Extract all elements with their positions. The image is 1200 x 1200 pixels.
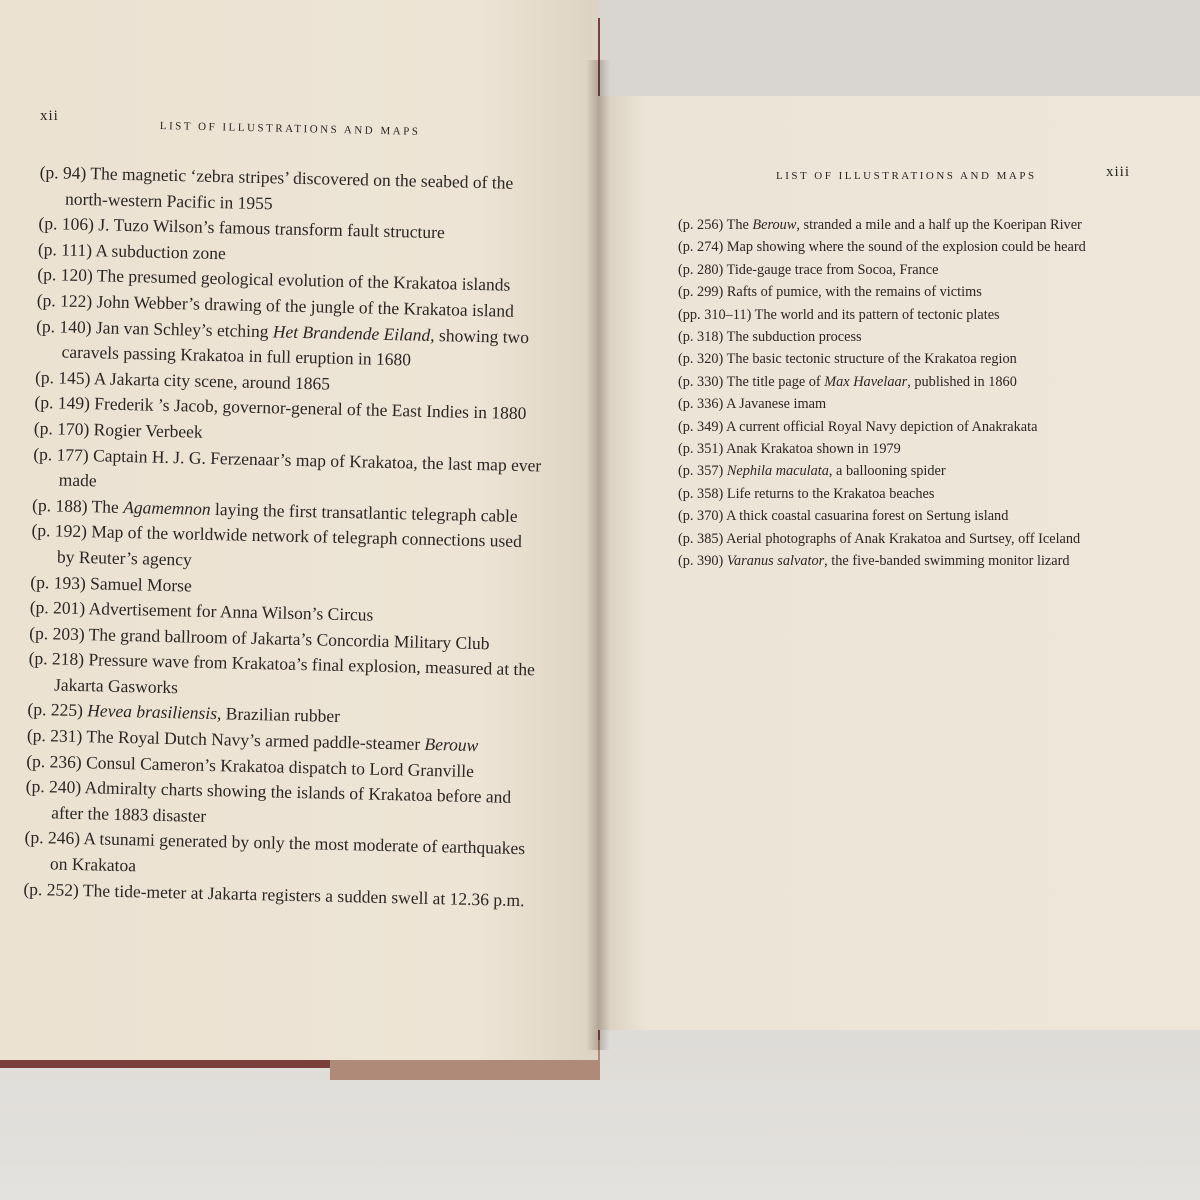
- entry-italic-title: Varanus salvator: [726, 553, 825, 570]
- entry-caption: A thick coastal casuarina forest on Sertung island: [726, 508, 1009, 525]
- illustration-entry: [678, 304, 1138, 326]
- entry-caption: J. Tuzo Wilson’s famous transform fault structure: [98, 214, 445, 243]
- entry-caption-tail: , published in 1860: [907, 373, 1017, 390]
- illustration-entry: [678, 416, 1138, 438]
- entry-page-ref: (p. 94): [39, 161, 87, 184]
- illustration-entry: [678, 438, 1138, 460]
- illustration-entry: [678, 460, 1138, 482]
- entry-caption: The tide-meter at Jakarta registers a sudden swell at 12.36 p.m.: [82, 879, 525, 910]
- right-running-head: LIST OF ILLUSTRATIONS AND MAPS: [776, 170, 1037, 182]
- entry-italic-title: Het Brandende Eiland: [272, 320, 431, 345]
- entry-page-ref: (p. 336): [678, 396, 724, 413]
- entry-caption: Life returns to the Krakatoa beaches: [726, 485, 935, 502]
- left-illustration-list: [23, 160, 550, 914]
- entry-caption: A current official Royal Navy depiction of Anakrakata: [726, 418, 1038, 435]
- entry-caption: Captain H. J. G. Ferzenaar’s map of Krakatoa, the last map ever made: [58, 444, 542, 491]
- entry-caption: The basic tectonic structure of the Krakatoa region: [726, 351, 1017, 368]
- illustration-entry: [678, 348, 1138, 370]
- entry-caption-tail: , showing two caravels passing Krakatoa in full eruption in 1680: [61, 324, 530, 370]
- illustration-entry: [678, 483, 1138, 505]
- entry-caption: Pressure wave from Krakatoa’s final explosion, measured at the Jakarta Gasworks: [53, 649, 536, 698]
- entry-page-ref: (p. 252): [23, 878, 80, 900]
- entry-page-ref: (p. 236): [26, 750, 82, 772]
- entry-caption: The magnetic ‘zebra stripes’ discovered on the seabed of the north-western Pacific in 1955: [64, 163, 514, 213]
- entry-page-ref: (p. 170): [33, 417, 90, 440]
- entry-page-ref: (p. 231): [26, 724, 83, 747]
- entry-caption: The grand ballroom of Jakarta’s Concordia Military Club: [88, 623, 490, 654]
- right-folio: xiii: [1106, 164, 1131, 180]
- entry-caption: Admiralty charts showing the islands of Krakatoa before and after the 1883 disaster: [50, 777, 512, 826]
- entry-caption: Rafts of pumice, with the remains of victims: [726, 284, 982, 301]
- entry-page-ref: (p. 225): [27, 699, 84, 721]
- left-folio: xii: [40, 108, 59, 124]
- entry-page-ref: (p. 188): [31, 494, 88, 516]
- entry-italic-title: Berouw: [752, 217, 797, 233]
- entry-page-ref: (p. 274): [678, 239, 724, 256]
- right-illustration-list: [678, 214, 1138, 573]
- entry-page-ref: (p. 177): [33, 443, 89, 465]
- entry-page-ref: (p. 330): [678, 373, 724, 390]
- entry-italic-title: Berouw: [424, 733, 479, 756]
- entry-page-ref: (p. 299): [678, 284, 724, 301]
- entry-page-ref: (p. 385): [678, 530, 724, 547]
- entry-page-ref: (p. 140): [36, 315, 92, 337]
- entry-page-ref: (p. 193): [30, 571, 87, 593]
- entry-caption: The title page of: [726, 373, 825, 390]
- entry-caption: The presumed geological evolution of the Krakatoa islands: [96, 265, 511, 296]
- entry-page-ref: (p. 357): [678, 463, 724, 480]
- entry-caption: Anak Krakatoa shown in 1979: [726, 441, 901, 458]
- entry-page-ref: (p. 370): [678, 508, 724, 525]
- entry-caption: Frederik ’s Jacob, governor-general of the East Indies in 1880: [94, 393, 527, 424]
- entry-caption-tail: , the five-banded swimming monitor lizard: [824, 553, 1070, 570]
- entry-page-ref: (p. 106): [38, 213, 95, 235]
- entry-caption: A subduction zone: [95, 240, 226, 264]
- entry-italic-title: Max Havelaar: [824, 373, 908, 390]
- entry-caption: A Javanese imam: [726, 396, 827, 413]
- entry-caption: Advertisement for Anna Wilson’s Circus: [88, 598, 374, 625]
- book-gutter: [586, 60, 610, 1050]
- entry-page-ref: (p. 111): [37, 238, 93, 260]
- entry-page-ref: (p. 390): [678, 553, 724, 570]
- entry-page-ref: (p. 246): [24, 827, 81, 849]
- entry-page-ref: (p. 145): [34, 366, 91, 388]
- illustration-entry: [678, 528, 1138, 550]
- entry-page-ref: (p. 280): [678, 261, 724, 278]
- illustration-entry: [678, 281, 1138, 303]
- entry-caption: The: [91, 495, 124, 517]
- entry-italic-title: Nephila maculata: [726, 463, 829, 480]
- entry-page-ref: (p. 349): [678, 418, 724, 435]
- entry-page-ref: (p. 203): [29, 622, 85, 644]
- entry-caption: Map showing where the sound of the explosion could be heard: [726, 239, 1086, 256]
- entry-caption: A tsunami generated by only the most moderate of earthquakes on Krakatoa: [49, 828, 526, 876]
- entry-page-ref: (p. 122): [36, 289, 93, 312]
- illustration-entry: [678, 371, 1138, 393]
- entry-page-ref: (p. 351): [678, 441, 724, 458]
- left-running-head: LIST OF ILLUSTRATIONS AND MAPS: [159, 120, 421, 138]
- illustration-entry: [678, 259, 1138, 281]
- entry-caption: Tide-gauge trace from Socoa, France: [726, 261, 939, 278]
- entry-caption: The: [726, 217, 753, 233]
- illustration-entry: [678, 236, 1138, 258]
- entry-page-ref: (p. 218): [28, 648, 85, 670]
- entry-page-ref: (p. 240): [25, 776, 82, 798]
- entry-caption-tail: , a ballooning spider: [828, 463, 946, 480]
- entry-caption: John Webber’s drawing of the jungle of the Krakatoa island: [96, 291, 515, 321]
- entry-page-ref: (p. 256): [678, 217, 724, 233]
- illustration-entry: [678, 214, 1138, 236]
- illustration-entry: [678, 326, 1138, 348]
- right-page: [598, 96, 1200, 1030]
- entry-page-ref: (p. 318): [678, 329, 724, 346]
- entry-caption-tail: , Brazilian rubber: [216, 703, 341, 727]
- entry-caption: Samuel Morse: [89, 572, 192, 596]
- entry-italic-title: Agamemnon: [122, 496, 211, 519]
- entry-page-ref: (p. 120): [37, 264, 94, 286]
- entry-caption: Map of the worldwide network of telegraph connections used by Reuter’s agency: [56, 521, 523, 570]
- entry-italic-title: Hevea brasiliensis: [87, 700, 218, 724]
- entry-page-ref: (p. 320): [678, 351, 724, 368]
- entry-caption-tail: laying the first transatlantic telegraph cable: [210, 498, 518, 526]
- entry-caption: Aerial photographs of Anak Krakatoa and Surtsey, off Iceland: [726, 530, 1081, 547]
- entry-page-ref: (p. 358): [678, 485, 724, 502]
- entry-caption: Jan van Schley’s etching: [95, 316, 274, 341]
- illustration-entry: [678, 505, 1138, 527]
- entry-page-ref: (p. 201): [29, 596, 86, 619]
- entry-caption-tail: , stranded a mile and a half up the Koeripan River: [796, 217, 1082, 233]
- entry-caption: Rogier Verbeek: [93, 419, 203, 442]
- entry-page-ref: (p. 149): [34, 392, 91, 414]
- entry-caption: The subduction process: [726, 329, 862, 346]
- entry-caption: The world and its pattern of tectonic plates: [754, 306, 1000, 323]
- entry-caption: Consul Cameron’s Krakatoa dispatch to Lord Granville: [85, 751, 475, 781]
- illustration-entry: [678, 393, 1138, 415]
- entry-page-ref: (pp. 310–11): [678, 306, 752, 323]
- entry-caption: The Royal Dutch Navy’s armed paddle-steamer: [86, 726, 425, 754]
- entry-caption: A Jakarta city scene, around 1865: [93, 368, 331, 394]
- entry-page-ref: (p. 192): [31, 520, 88, 542]
- illustration-entry: [678, 550, 1138, 572]
- left-page: [0, 0, 598, 1060]
